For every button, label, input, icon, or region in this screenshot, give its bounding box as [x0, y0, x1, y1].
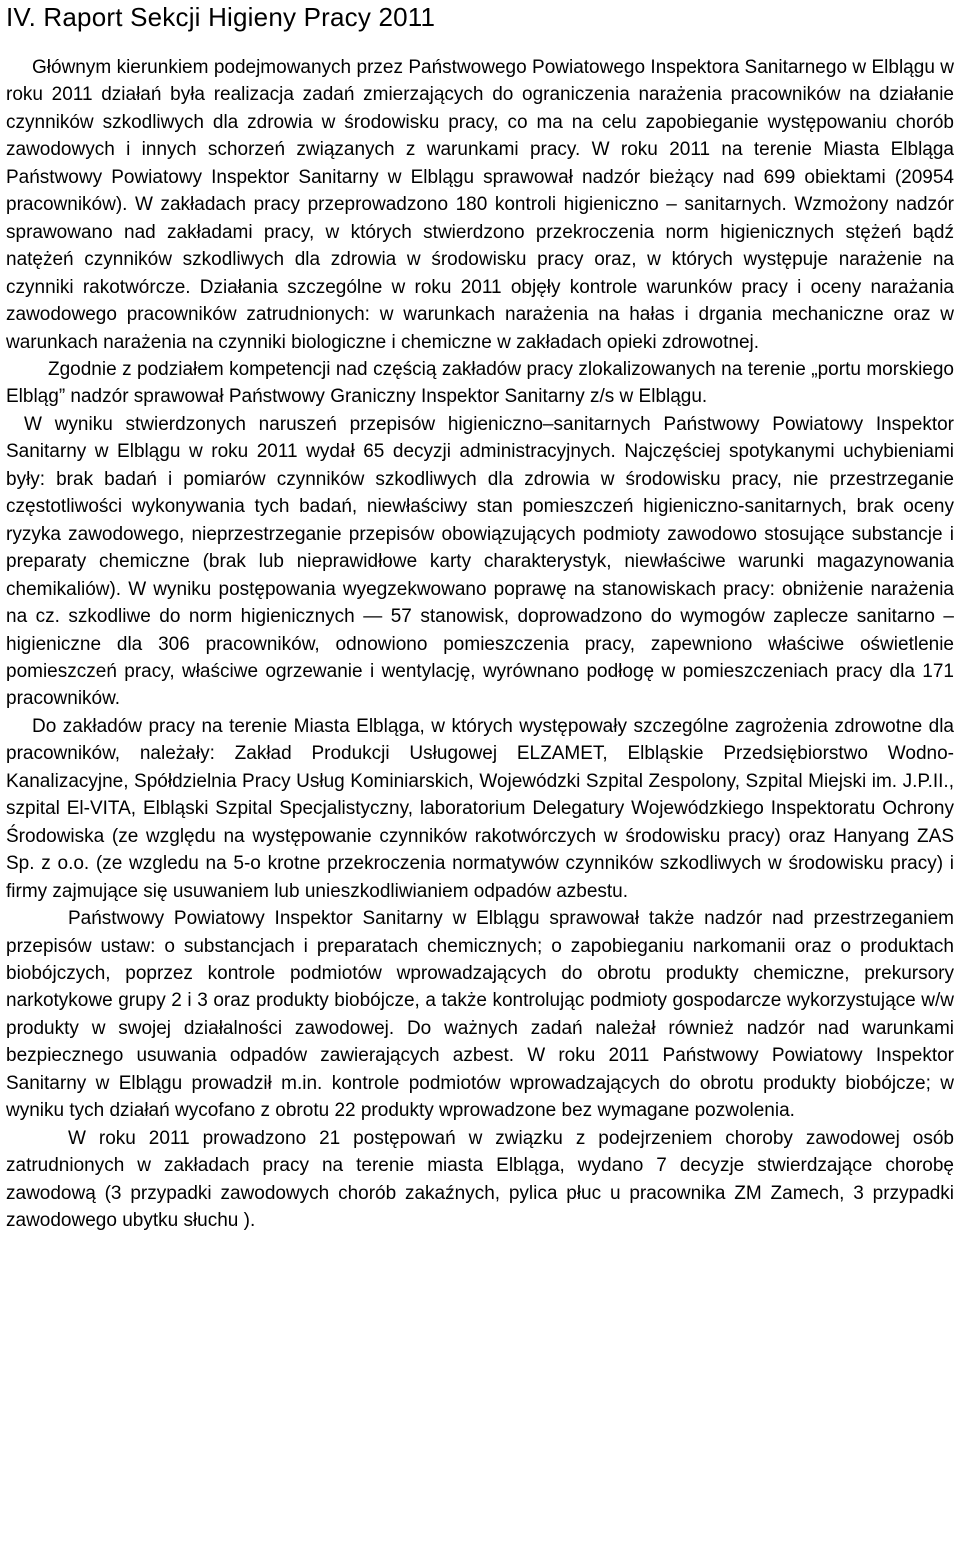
paragraph-occupational-disease: W roku 2011 prowadzono 21 postępowań w związku z podejrzeniem choroby zawodowej osób zatrudnionych w zakładach pracy na terenie miasta Elbląga, wydano 7 decyzje stwierdzające chorobę zawodową (3 przypadki zawodowych chorób zakaźnych, pylica płuc u pracownika ZM Zamech, 3 przypadki zawodowego ubytku słuchu ). — [6, 1127, 954, 1232]
paragraph-port-supervision: Zgodnie z podziałem kompetencji nad częścią zakładów pracy zlokalizowanych na terenie „portu morskiego Elbląg” nadzór sprawował Państwowy Graniczny Inspektor Sanitarny z/s w Elblągu. — [6, 358, 954, 408]
paragraph-hazard-workplaces: Do zakładów pracy na terenie Miasta Elbląga, w których występowały szczególne zagrożenia zdrowotne dla pracowników, należały: Zakład Produkcji Usługowej ELZAMET, Elbląskie Przedsiębiorstwo Wodno-Kanalizacyjne, Spółdzielnia Pracy Usług Kominiarskich, Wojewódzki Szpital Zespolony, Szpital Miejski im. J.P.II., szpital El-VITA, Elbląski Szpital Specjalistyczny, laboratorium Delegatury Wojewódzkiego Inspektoratu Ochrony Środowiska (ze względu na występowanie czynników rakotwórczych w środowisku pracy) oraz Hanyang ZAS Sp. z o.o. (ze wzgledu na 5-o krotne przekroczenia normatywów czynników szkodliwych w środowisku pracy) i firmy zajmujące się usuwaniem lub unieszkodliwianiem odpadów azbestu. — [6, 715, 954, 902]
paragraph-chemical-supervision: Państwowy Powiatowy Inspektor Sanitarny w Elblągu sprawował także nadzór nad przestrzeganiem przepisów ustaw: o substancjach i preparatach chemicznych; o zapobieganiu narkomanii oraz o produktach biobójczych, poprzez kontrole podmiotów wprowadzających do obrotu produkty chemiczne, prekursory narkotykowe grupy 2 i 3 oraz produkty biobójcze, a także kontrolując podmioty gospodarcze wykorzystujące w/w produkty w swojej działalności zawodowej. Do ważnych zadań należał również nadzór nad warunkami bezpiecznego usuwania odpadów zawierających azbest. W roku 2011 Państwowy Powiatowy Inspektor Sanitarny w Elblągu prowadził m.in. kontrole podmiotów wprowadzających do obrotu produkty biobójcze; w wyniku tych działań wycofano z obrotu 22 produkty wprowadzone bez wymagane pozwolenia. — [6, 908, 954, 1122]
document-body — [6, 54, 954, 1234]
paragraph-main-directions: Głównym kierunkiem podejmowanych przez Państwowego Powiatowego Inspektora Sanitarnego w Elblągu w roku 2011 działań była realizacja zadań zmierzających do ograniczenia narażenia pracowników na działanie czynników szkodliwych dla zdrowia w środowisku pracy, co ma na celu zapobieganie występowaniu chorób zawodowych i innych schorzeń związanych z warunkami pracy. W roku 2011 na terenie Miasta Elbląga Państwowy Powiatowy Inspektor Sanitarny w Elblągu sprawował nadzór bieżący nad 699 obiektami (20954 pracowników). W zakładach pracy przeprowadzono 180 kontroli higieniczno – sanitarnych. Wzmożony nadzór sprawowano nad zakładami pracy, w których stwierdzono przekroczenia norm higienicznych stężeń bądź natężeń czynników szkodliwych dla zdrowia w środowisku pracy oraz, w których występuje narażenie na czynniki rakotwórcze. Działania szczególne w roku 2011 objęły kontrole warunków pracy i oceny narażania zawodowego pracowników zatrudnionych: w warunkach narażenia na hałas i drgania mechaniczne oraz w warunkach narażenia na czynniki biologiczne i chemiczne w zakładach opieki zdrowotnej. — [6, 57, 954, 353]
document-title: IV. Raport Sekcji Higieny Pracy 2011 — [6, 2, 436, 32]
paragraph-decisions: W wyniku stwierdzonych naruszeń przepisów higieniczno–sanitarnych Państwowy Powiatowy Inspektor Sanitarny w Elblągu w roku 2011 wydał 65 decyzji administracyjnych. Najczęściej spotykanymi uchybieniami były: brak badań i pomiarów czynników szkodliwych dla zdrowia w środowisku pracy, nie przestrzeganie częstotliwości wykonywania tych badań, niewłaściwy stan pomieszczeń higieniczno-sanitarnych, brak oceny ryzyka zawodowego, nieprzestrzeganie przepisów obowiązujących podmioty zawodowo stosujące substancje i preparaty chemiczne (brak lub nieprawidłowe karty charakterystyk, niewłaściwe warunki magazynowania chemikaliów). W wyniku postępowania wyegzekwowano poprawę na stanowiskach pracy: obniżenie narażenia na cz. szkodliwe do norm higienicznych — 57 stanowisk, doprowadzono do wymogów zaplecze sanitarno – higieniczne dla 306 pracowników, odnowiono pomieszczenia pracy, zapewniono właściwe oświetlenie pomieszczeń pracy, właściwe ogrzewanie i wentylację, wyrównano podłogę w pomieszczeniach pracy dla 171 pracowników. — [6, 413, 954, 710]
